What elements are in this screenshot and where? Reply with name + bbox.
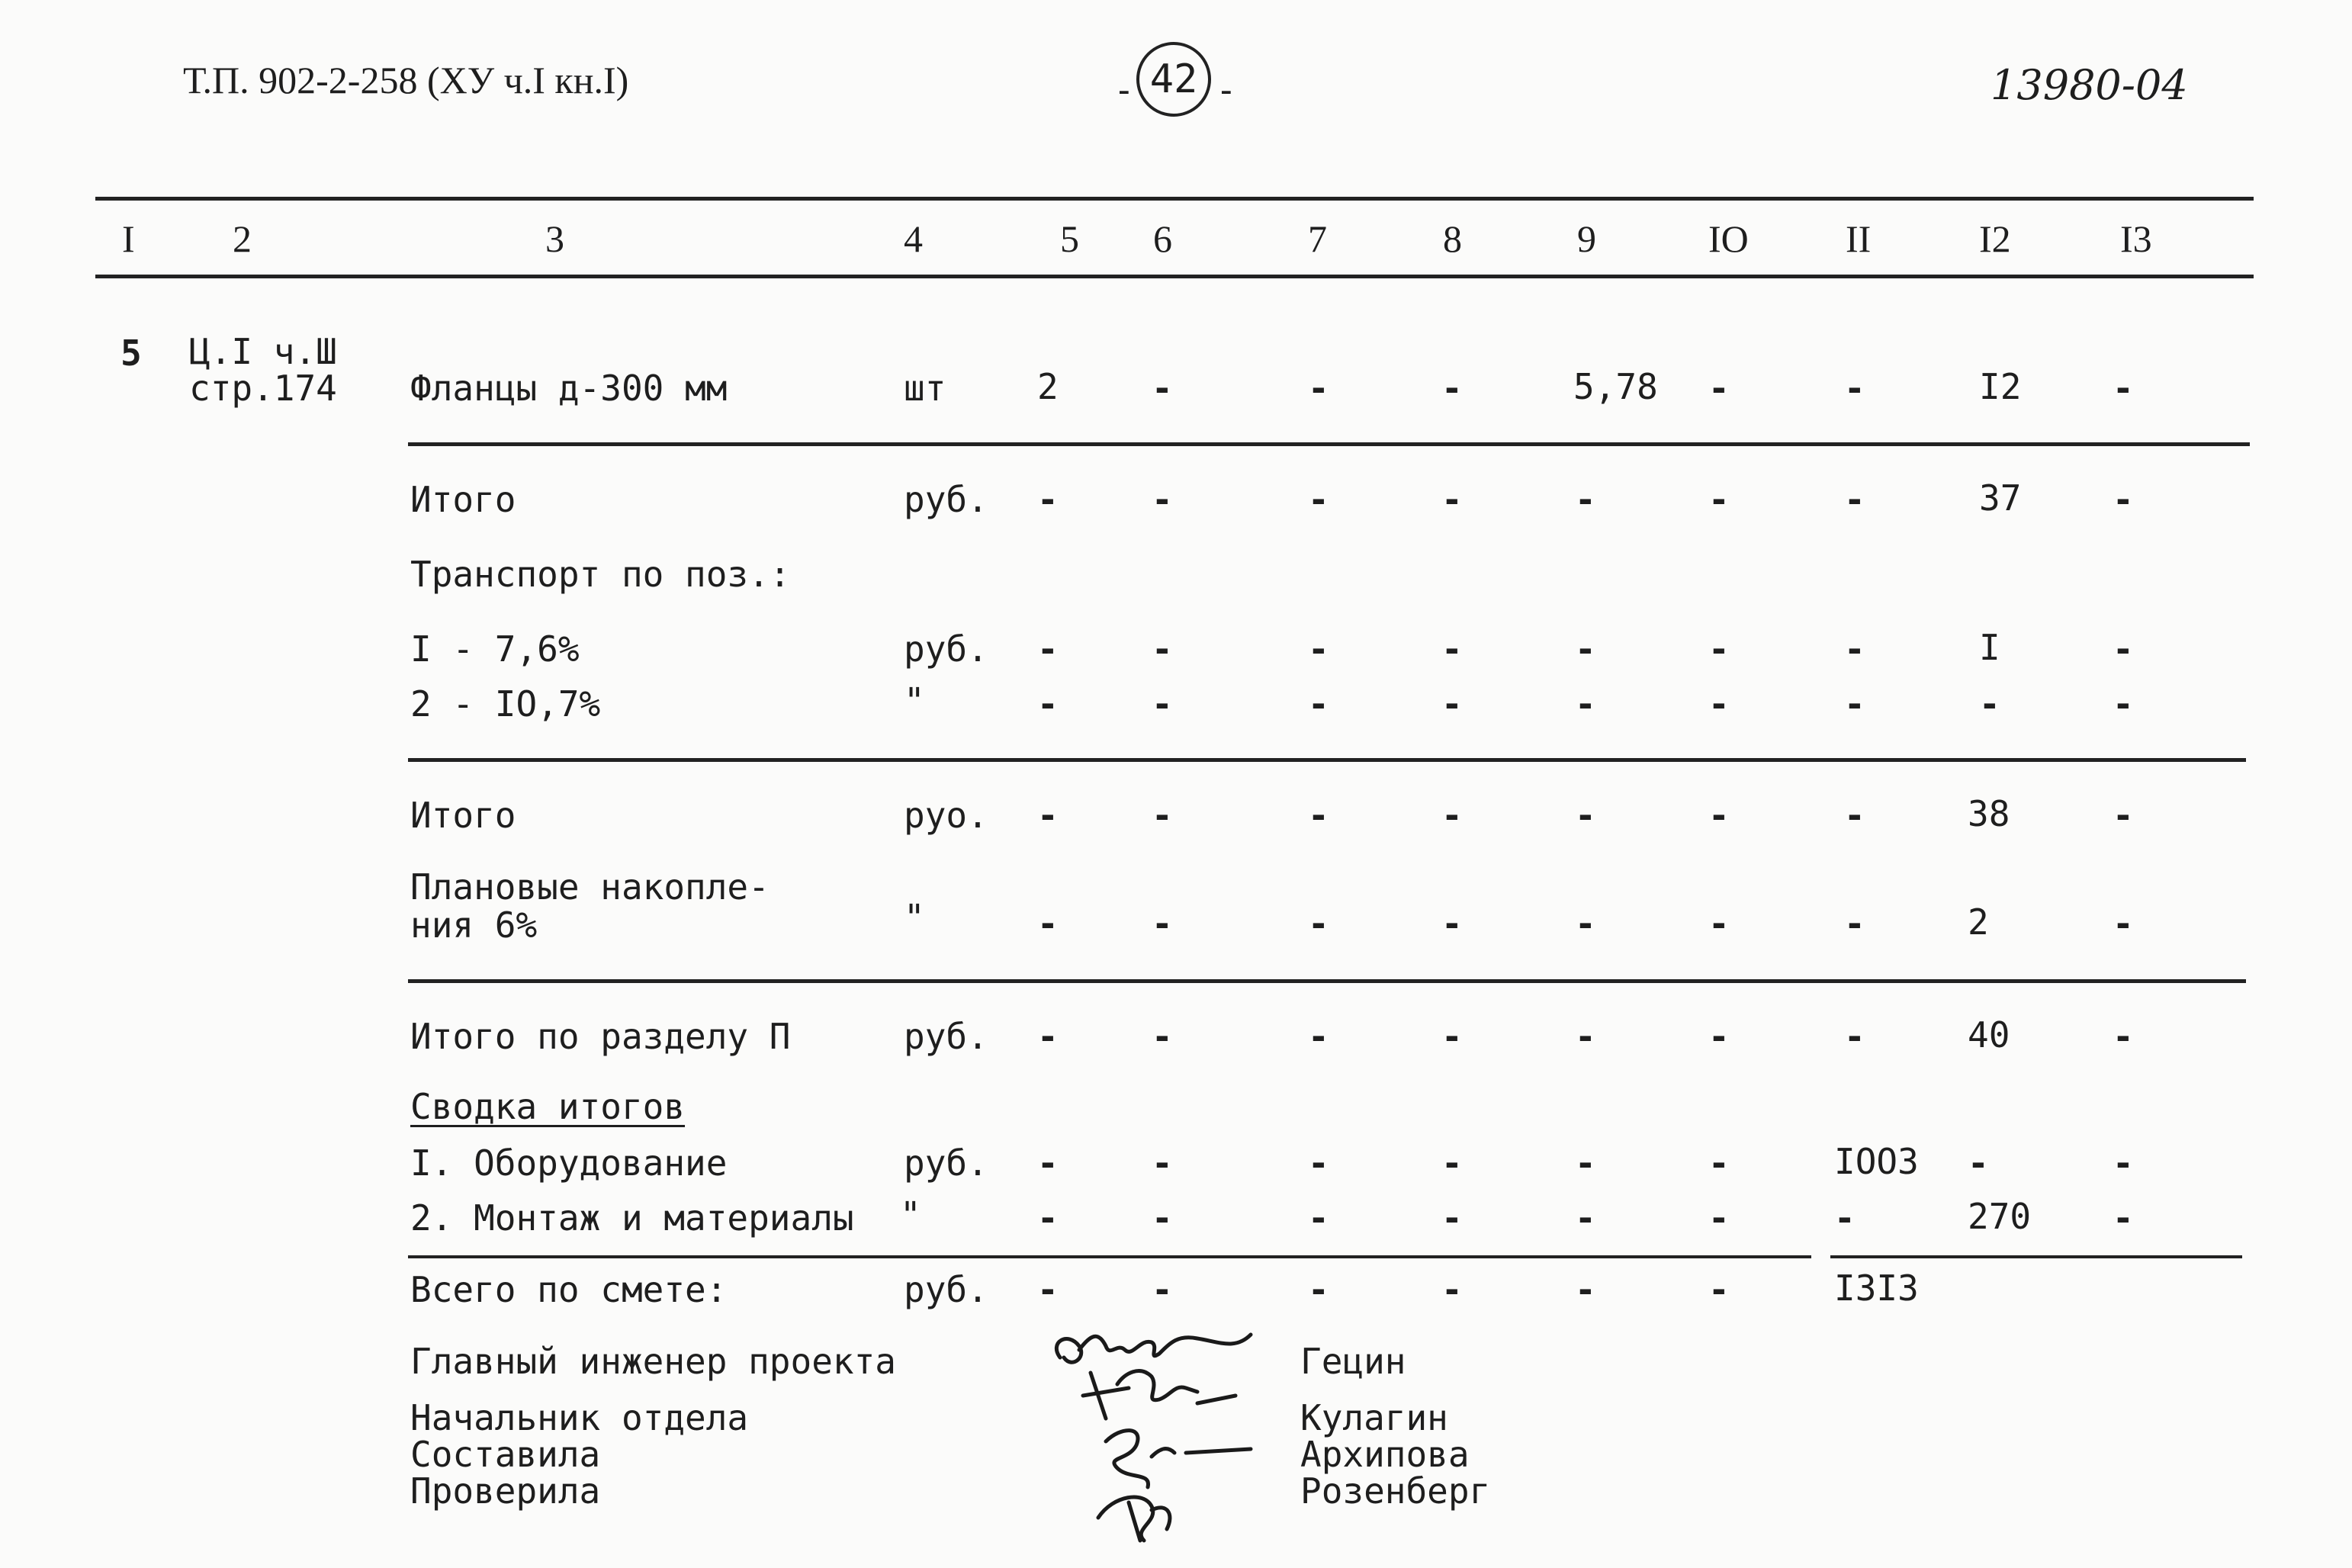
transport1-c12: I: [1979, 627, 2000, 668]
chief-engineer-name: Гецин: [1300, 1341, 1406, 1382]
item-unit: шт: [904, 368, 946, 409]
summary1-c11: IOO3: [1834, 1141, 1919, 1182]
dash: -: [1152, 628, 1173, 670]
transport1-unit: руб.: [904, 628, 988, 670]
dash: -: [1037, 1197, 1059, 1239]
transport2-name: 2 - IO,7%: [410, 683, 601, 725]
dash: -: [1037, 479, 1059, 520]
dept-head-name: Кулагин: [1300, 1397, 1448, 1438]
checked-title: Проверила: [410, 1470, 601, 1512]
item-name: Фланцы д-300 мм: [410, 368, 728, 409]
item-number: 5: [120, 333, 142, 374]
col-header-13: I3: [2120, 217, 2152, 260]
header-bottom-rule: [95, 275, 2254, 278]
header-top-rule: [95, 197, 2254, 201]
section-rule-2: [408, 758, 2246, 762]
item-c9: 5,78: [1573, 366, 1658, 407]
dash: -: [1308, 1142, 1329, 1184]
dash-right: -: [1216, 69, 1237, 111]
dash: -: [1441, 1016, 1463, 1057]
planned-name-line2: ния 6%: [410, 904, 538, 946]
dash: -: [1152, 903, 1173, 944]
dash: -: [1575, 795, 1596, 836]
dash: -: [1037, 1142, 1059, 1184]
section-total-name: Итого по разделу П: [410, 1016, 791, 1057]
planned-unit: ": [904, 897, 925, 938]
col-header-5: 5: [1060, 217, 1079, 260]
transport1-name: I - 7,6%: [410, 628, 580, 670]
dash: -: [1844, 683, 1865, 725]
dash: -: [2113, 1197, 2134, 1239]
dash: -: [1844, 479, 1865, 520]
dash: -: [1152, 479, 1173, 520]
grand-total-unit: руб.: [904, 1269, 988, 1310]
col-header-7: 7: [1308, 217, 1327, 260]
summary2-c12: 270: [1968, 1196, 2032, 1237]
dash: -: [1152, 1142, 1173, 1184]
total2-unit: руо.: [904, 795, 988, 836]
dept-head-title: Начальник отдела: [410, 1397, 749, 1438]
planned-name-line1: Плановые накопле-: [410, 866, 770, 908]
page-number-circle: [1136, 42, 1211, 117]
dash: -: [1441, 795, 1463, 836]
dash: -: [1575, 1197, 1596, 1239]
dash: -: [1575, 1142, 1596, 1184]
transport-label: Транспорт по поз.:: [410, 554, 791, 595]
grand-total-c11: I3I3: [1834, 1268, 1919, 1309]
dash: -: [1844, 903, 1865, 944]
item-c7: -: [1308, 368, 1329, 409]
summary1-c12: -: [1968, 1142, 1989, 1184]
dash: -: [1152, 683, 1173, 725]
transport2-unit: ": [904, 680, 925, 721]
dash: -: [1441, 628, 1463, 670]
dash: -: [1575, 1269, 1596, 1310]
dash: -: [1575, 479, 1596, 520]
dash: -: [1708, 1016, 1730, 1057]
total2-name: Итого: [410, 795, 516, 836]
item-c11: -: [1844, 368, 1865, 409]
col-header-4: 4: [904, 217, 923, 260]
dash: -: [1152, 1197, 1173, 1239]
col-header-10: IO: [1708, 217, 1749, 260]
col-header-3: 3: [545, 217, 564, 260]
dash: -: [2113, 903, 2134, 944]
dash: -: [1441, 1197, 1463, 1239]
dash: -: [1441, 479, 1463, 520]
summary2-c11: -: [1834, 1197, 1856, 1239]
dash: -: [1037, 903, 1059, 944]
handwritten-signatures: [1045, 1312, 1304, 1548]
planned-c12: 2: [1968, 901, 1989, 943]
dash: -: [1441, 903, 1463, 944]
dash: -: [1152, 795, 1173, 836]
dash: -: [1844, 795, 1865, 836]
item-c6: -: [1152, 368, 1173, 409]
section-total-unit: руб.: [904, 1016, 988, 1057]
col-header-9: 9: [1577, 217, 1596, 260]
item-c5: 2: [1037, 366, 1059, 407]
dash: -: [1708, 628, 1730, 670]
summary2-unit: ": [900, 1194, 921, 1235]
summary1-name: I. Оборудование: [410, 1142, 728, 1184]
dash: -: [1575, 903, 1596, 944]
transport2-c12: -: [1979, 683, 2000, 725]
dash: -: [1708, 1142, 1730, 1184]
item-c10: -: [1708, 368, 1730, 409]
dash: -: [1844, 628, 1865, 670]
dash: -: [1308, 683, 1329, 725]
section-rule-3: [408, 979, 2246, 983]
chief-engineer-title: Главный инженер проекта: [410, 1341, 896, 1382]
dash: -: [1037, 628, 1059, 670]
col-header-2: 2: [233, 217, 252, 260]
summary2-name: 2. Монтаж и материалы: [410, 1197, 854, 1239]
item-c8: -: [1441, 368, 1463, 409]
dash: -: [1708, 479, 1730, 520]
dash: -: [1037, 1016, 1059, 1057]
dash: -: [2113, 628, 2134, 670]
dash: -: [1708, 903, 1730, 944]
section-rule-4: [408, 1255, 1811, 1258]
dash: -: [1308, 795, 1329, 836]
section-total-c12: 40: [1968, 1014, 2010, 1056]
dash: -: [1152, 1269, 1173, 1310]
dash: -: [1708, 1269, 1730, 1310]
page-number: 42: [1149, 56, 1198, 102]
col-header-8: 8: [1443, 217, 1462, 260]
dash: -: [1152, 1016, 1173, 1057]
col-header-1: I: [122, 217, 135, 260]
checked-name: Розенберг: [1300, 1470, 1491, 1512]
archive-number: 13980-04: [1991, 61, 2188, 109]
section-rule-1: [408, 442, 2250, 446]
dash: -: [2113, 683, 2134, 725]
item-c12: I2: [1979, 366, 2022, 407]
dash: -: [1037, 1269, 1059, 1310]
grand-total-name: Всего по смете:: [410, 1269, 728, 1310]
compiled-title: Составила: [410, 1434, 601, 1475]
dash: -: [1708, 683, 1730, 725]
col-header-11: II: [1846, 217, 1872, 260]
compiled-name: Архипова: [1300, 1434, 1470, 1475]
total2-c12: 38: [1968, 793, 2010, 834]
dash: -: [1708, 795, 1730, 836]
dash: -: [1308, 1016, 1329, 1057]
dash: -: [1441, 1269, 1463, 1310]
col-header-12: I2: [1979, 217, 2011, 260]
item-c13: -: [2113, 368, 2134, 409]
item-source-line1: Ц.I ч.Ш: [189, 331, 337, 372]
dash: -: [1441, 683, 1463, 725]
dash: -: [1308, 628, 1329, 670]
dash: -: [1575, 1016, 1596, 1057]
total1-c12: 37: [1979, 477, 2022, 519]
dash: -: [1844, 1016, 1865, 1057]
dash: -: [1441, 1142, 1463, 1184]
dash: -: [1308, 479, 1329, 520]
document-reference: Т.П. 902-2-258 (ХУ ч.I кн.I): [183, 59, 629, 101]
total1-name: Итого: [410, 479, 516, 520]
dash: -: [1037, 683, 1059, 725]
dash: -: [2113, 1142, 2134, 1184]
page-number-block: [1113, 42, 1237, 117]
dash: -: [1308, 903, 1329, 944]
dash: -: [1575, 683, 1596, 725]
summary-title: Сводка итогов: [410, 1086, 686, 1127]
dash: -: [1037, 795, 1059, 836]
col-header-6: 6: [1153, 217, 1172, 260]
dash-left: -: [1113, 69, 1135, 111]
dash: -: [2113, 479, 2134, 520]
section-rule-4b: [1830, 1255, 2242, 1258]
dash: -: [1308, 1269, 1329, 1310]
dash: -: [1708, 1197, 1730, 1239]
item-source-line2: стр.174: [189, 368, 337, 409]
summary1-unit: руб.: [904, 1142, 988, 1184]
dash: -: [2113, 1016, 2134, 1057]
total1-unit: руб.: [904, 479, 988, 520]
dash: -: [1575, 628, 1596, 670]
dash: -: [2113, 795, 2134, 836]
dash: -: [1308, 1197, 1329, 1239]
